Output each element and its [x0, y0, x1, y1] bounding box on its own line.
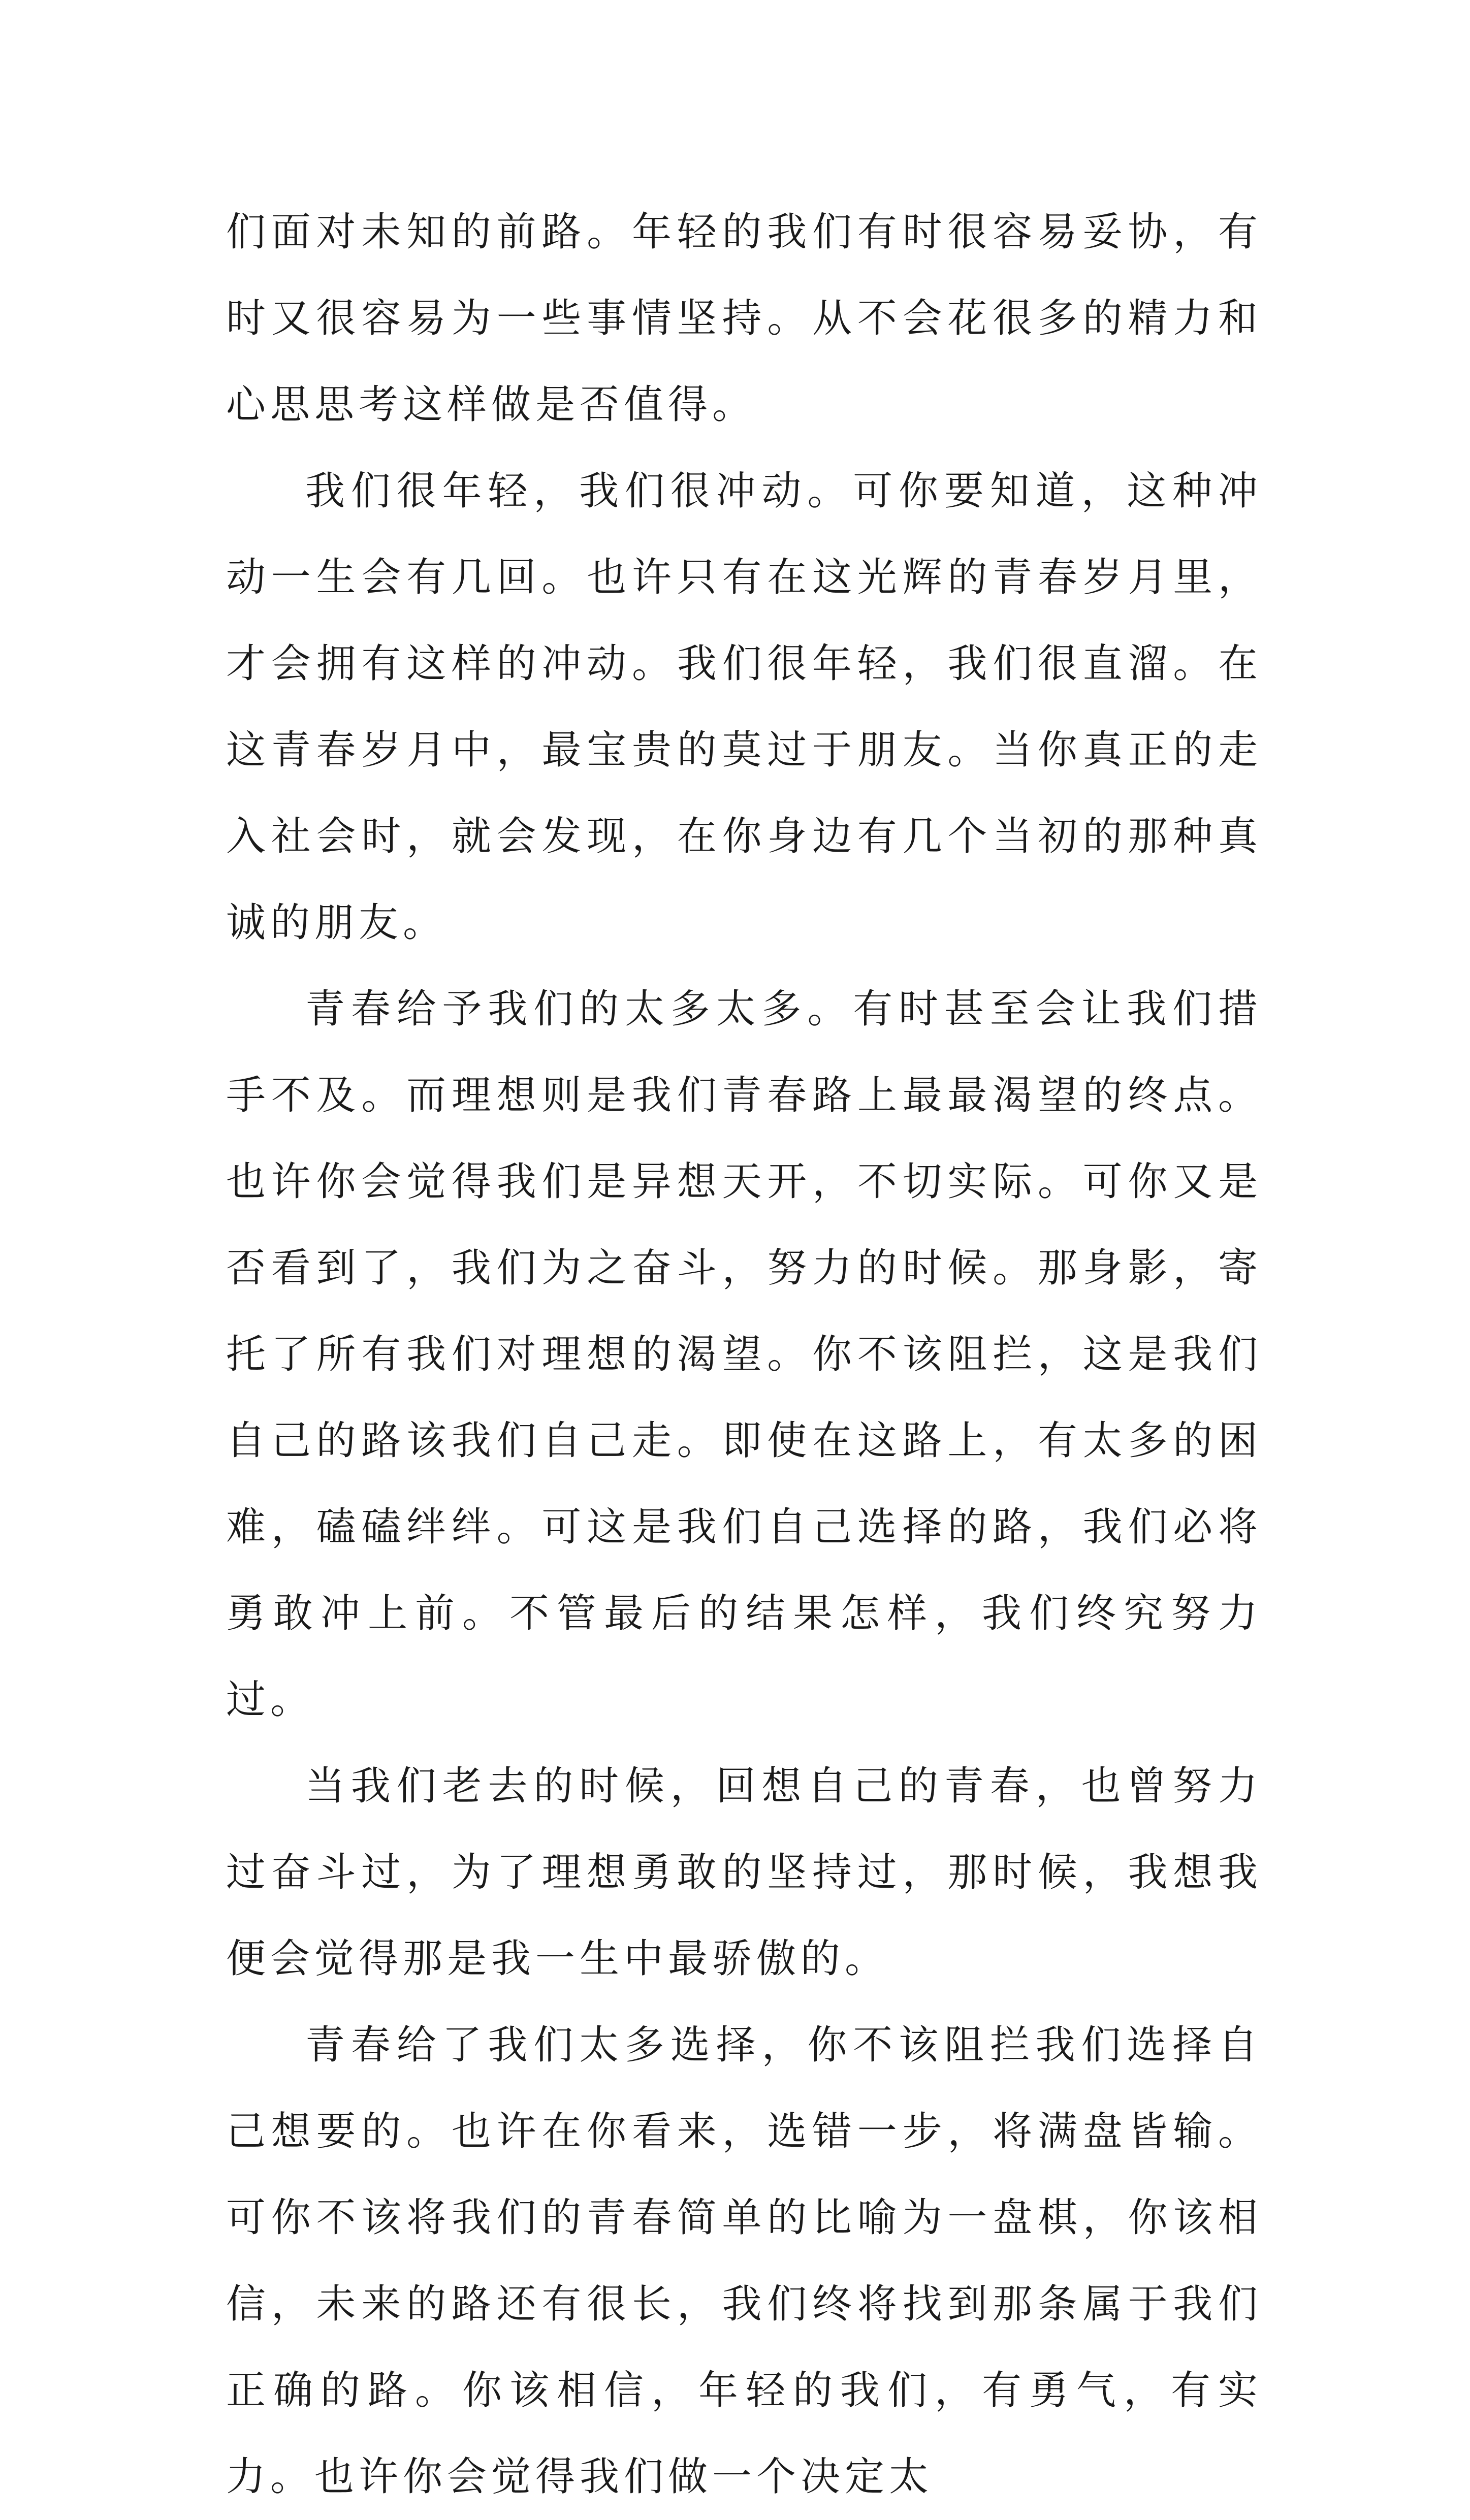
- paragraph-2: 我们很年轻，我们很冲动。可你要知道，这种冲动一生会有几回。也许只有在这光辉的青春岁月里，才会拥有这样的冲动。我们很年轻，我们很直溜。在这青春岁月中，最宝贵的莫过于朋友。当你真正的走入社会时，就会发现，在你身边有几个当初的那种真诚的朋友。: [226, 468, 1262, 946]
- body-text: [226, 189, 1262, 2520]
- paragraph-1: 们面对未知的前路。年轻的我们有时很容易妥协，有时又很容易为一些事情坚持。从不会花很多的精力和心思思考这样做是否值得。: [226, 209, 1262, 428]
- paragraph-5: 青春给了我们太多选择，你不该阻拦我们选择自己想要的。也许在你看来，选错一步，将满盘皆输。可你不该将我们的青春简单的比喻为一盘棋，你该相信，未来的路还有很长，我们终将找到那条属于我们正确的路。你该相信，年轻的我们，有勇气，有实力。也许你会觉得我们做一个决定太: [226, 2022, 1262, 2500]
- paragraph-3: 青春给予我们的太多太多。有时甚至会让我们措手不及。而理想则是我们青春路上最最渴望的终点。也许你会觉得我们是异想天开，不切实际。可你又是否看到了，我们为之奋斗，努力的时候。那身影，寄托了所有我们对理想的渴望。你不该阻拦，这是我们自己的路该我们自己走。即使在这路上，有太多的困难，磕磕绊绊。可这是我们自己选择的路，我们必将勇敢冲上前。不管最后的结果怎样，我们终究努力过。: [226, 986, 1262, 1723]
- paragraph-4: 当我们老去的时候，回想自己的青春，也曾努力过奋斗过，为了理想勇敢的坚持过，那时候，我想我便会觉得那是我一生中最骄傲的。: [226, 1763, 1262, 1982]
